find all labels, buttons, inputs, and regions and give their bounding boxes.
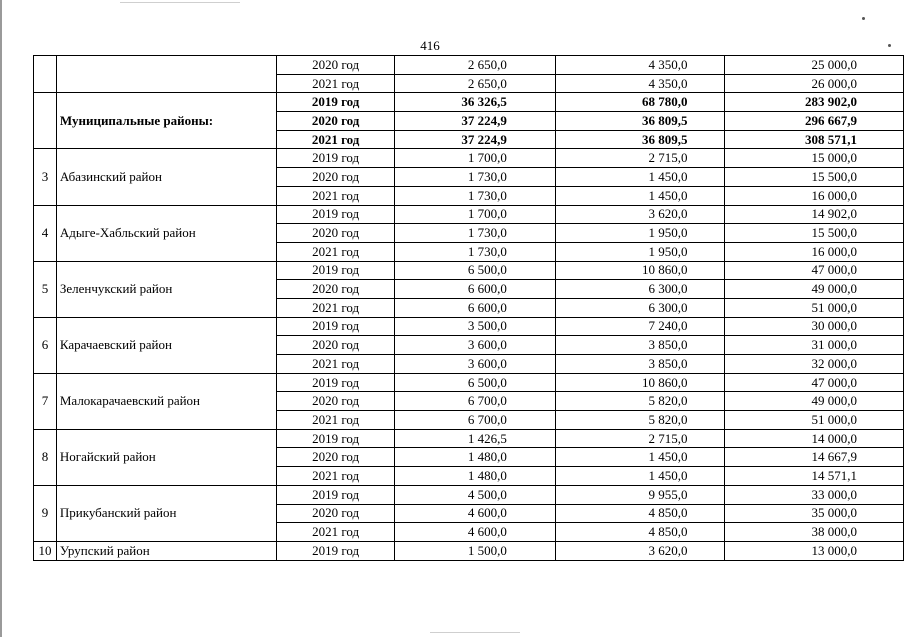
- year-cell: 2021 год: [277, 523, 394, 542]
- value-cell-1: 36 326,5: [394, 93, 555, 112]
- year-cell: 2021 год: [277, 74, 394, 93]
- year-cell: 2019 год: [277, 429, 394, 448]
- value-cell-3: 15 500,0: [724, 224, 903, 243]
- row-number: 9: [34, 485, 57, 541]
- value-cell-2: 1 950,0: [555, 242, 724, 261]
- district-name: Ногайский район: [56, 429, 277, 485]
- value-cell-2: 9 955,0: [555, 485, 724, 504]
- value-cell-1: 6 500,0: [394, 261, 555, 280]
- year-cell: 2020 год: [277, 448, 394, 467]
- scan-artifact-top: [120, 2, 240, 3]
- value-cell-2: 3 850,0: [555, 336, 724, 355]
- value-cell-2: 36 809,5: [555, 112, 724, 131]
- row-number: 10: [34, 541, 57, 560]
- row-number: 6: [34, 317, 57, 373]
- value-cell-2: 4 350,0: [555, 56, 724, 75]
- value-cell-3: 308 571,1: [724, 130, 903, 149]
- district-name: Карачаевский район: [56, 317, 277, 373]
- value-cell-2: 4 850,0: [555, 523, 724, 542]
- value-cell-1: 1 730,0: [394, 186, 555, 205]
- value-cell-2: 2 715,0: [555, 149, 724, 168]
- value-cell-1: 6 700,0: [394, 392, 555, 411]
- value-cell-1: 1 480,0: [394, 448, 555, 467]
- year-cell: 2021 год: [277, 467, 394, 486]
- value-cell-3: 47 000,0: [724, 261, 903, 280]
- value-cell-2: 36 809,5: [555, 130, 724, 149]
- row-number: [34, 93, 57, 149]
- year-cell: 2019 год: [277, 373, 394, 392]
- value-cell-3: 38 000,0: [724, 523, 903, 542]
- district-name: Абазинский район: [56, 149, 277, 205]
- table-row: [34, 485, 904, 504]
- value-cell-2: 7 240,0: [555, 317, 724, 336]
- value-cell-1: 2 650,0: [394, 74, 555, 93]
- table-row: [34, 429, 904, 448]
- table-row: [34, 541, 904, 560]
- value-cell-3: 32 000,0: [724, 355, 903, 374]
- value-cell-3: 31 000,0: [724, 336, 903, 355]
- scan-dot: [888, 44, 891, 47]
- value-cell-3: 47 000,0: [724, 373, 903, 392]
- year-cell: 2021 год: [277, 242, 394, 261]
- value-cell-1: 1 700,0: [394, 149, 555, 168]
- value-cell-1: 1 426,5: [394, 429, 555, 448]
- scan-edge-line: [0, 0, 2, 637]
- value-cell-3: 35 000,0: [724, 504, 903, 523]
- scan-dot: [862, 17, 865, 20]
- value-cell-3: 296 667,9: [724, 112, 903, 131]
- year-cell: 2020 год: [277, 336, 394, 355]
- value-cell-3: 14 571,1: [724, 467, 903, 486]
- table-row: [34, 149, 904, 168]
- value-cell-3: 14 000,0: [724, 429, 903, 448]
- district-name: [56, 56, 277, 93]
- value-cell-3: 30 000,0: [724, 317, 903, 336]
- table-row: [34, 93, 904, 112]
- district-name: Прикубанский район: [56, 485, 277, 541]
- value-cell-1: 37 224,9: [394, 130, 555, 149]
- year-cell: 2019 год: [277, 485, 394, 504]
- year-cell: 2019 год: [277, 149, 394, 168]
- value-cell-2: 3 620,0: [555, 205, 724, 224]
- value-cell-2: 1 450,0: [555, 448, 724, 467]
- value-cell-3: 14 667,9: [724, 448, 903, 467]
- scan-artifact-bottom: [430, 632, 520, 633]
- value-cell-1: 37 224,9: [394, 112, 555, 131]
- value-cell-3: 15 000,0: [724, 149, 903, 168]
- value-cell-3: 13 000,0: [724, 541, 903, 560]
- value-cell-2: 10 860,0: [555, 373, 724, 392]
- value-cell-2: 3 620,0: [555, 541, 724, 560]
- value-cell-2: 1 450,0: [555, 186, 724, 205]
- year-cell: 2019 год: [277, 261, 394, 280]
- year-cell: 2019 год: [277, 93, 394, 112]
- district-budget-table: [33, 55, 904, 561]
- value-cell-2: 1 450,0: [555, 467, 724, 486]
- value-cell-2: 3 850,0: [555, 355, 724, 374]
- row-number: [34, 56, 57, 93]
- year-cell: 2019 год: [277, 317, 394, 336]
- value-cell-1: 1 480,0: [394, 467, 555, 486]
- value-cell-3: 25 000,0: [724, 56, 903, 75]
- value-cell-1: 1 730,0: [394, 224, 555, 243]
- year-cell: 2020 год: [277, 112, 394, 131]
- value-cell-1: 3 600,0: [394, 336, 555, 355]
- value-cell-3: 15 500,0: [724, 168, 903, 187]
- table-row: [34, 317, 904, 336]
- value-cell-2: 1 450,0: [555, 168, 724, 187]
- table-body: [34, 56, 904, 561]
- value-cell-1: 6 700,0: [394, 411, 555, 430]
- year-cell: 2021 год: [277, 130, 394, 149]
- value-cell-2: 5 820,0: [555, 411, 724, 430]
- value-cell-1: 6 500,0: [394, 373, 555, 392]
- district-name: Урупский район: [56, 541, 277, 560]
- district-name: Адыге-Хабльский район: [56, 205, 277, 261]
- value-cell-1: 2 650,0: [394, 56, 555, 75]
- year-cell: 2021 год: [277, 355, 394, 374]
- value-cell-3: 26 000,0: [724, 74, 903, 93]
- row-number: 3: [34, 149, 57, 205]
- value-cell-1: 1 500,0: [394, 541, 555, 560]
- value-cell-3: 51 000,0: [724, 411, 903, 430]
- year-cell: 2020 год: [277, 168, 394, 187]
- year-cell: 2019 год: [277, 541, 394, 560]
- value-cell-1: 4 600,0: [394, 523, 555, 542]
- row-number: 8: [34, 429, 57, 485]
- value-cell-1: 1 730,0: [394, 242, 555, 261]
- value-cell-2: 6 300,0: [555, 298, 724, 317]
- year-cell: 2020 год: [277, 504, 394, 523]
- year-cell: 2020 год: [277, 56, 394, 75]
- value-cell-1: 6 600,0: [394, 298, 555, 317]
- value-cell-2: 68 780,0: [555, 93, 724, 112]
- value-cell-3: 49 000,0: [724, 392, 903, 411]
- district-name: Муниципальные районы:: [56, 93, 277, 149]
- year-cell: 2020 год: [277, 392, 394, 411]
- table-row: [34, 56, 904, 75]
- year-cell: 2019 год: [277, 205, 394, 224]
- value-cell-2: 6 300,0: [555, 280, 724, 299]
- district-name: Малокарачаевский район: [56, 373, 277, 429]
- value-cell-1: 1 730,0: [394, 168, 555, 187]
- value-cell-3: 33 000,0: [724, 485, 903, 504]
- value-cell-3: 16 000,0: [724, 242, 903, 261]
- district-name: Зеленчукский район: [56, 261, 277, 317]
- year-cell: 2021 год: [277, 186, 394, 205]
- value-cell-1: 3 600,0: [394, 355, 555, 374]
- value-cell-1: 6 600,0: [394, 280, 555, 299]
- value-cell-1: 4 600,0: [394, 504, 555, 523]
- row-number: 4: [34, 205, 57, 261]
- value-cell-3: 14 902,0: [724, 205, 903, 224]
- year-cell: 2020 год: [277, 224, 394, 243]
- row-number: 7: [34, 373, 57, 429]
- year-cell: 2021 год: [277, 411, 394, 430]
- value-cell-1: 1 700,0: [394, 205, 555, 224]
- value-cell-1: 4 500,0: [394, 485, 555, 504]
- value-cell-2: 4 350,0: [555, 74, 724, 93]
- value-cell-2: 4 850,0: [555, 504, 724, 523]
- value-cell-3: 16 000,0: [724, 186, 903, 205]
- page-number: 416: [420, 38, 440, 53]
- year-cell: 2020 год: [277, 280, 394, 299]
- table-row: [34, 373, 904, 392]
- table-row: [34, 261, 904, 280]
- value-cell-2: 10 860,0: [555, 261, 724, 280]
- value-cell-2: 5 820,0: [555, 392, 724, 411]
- value-cell-2: 2 715,0: [555, 429, 724, 448]
- value-cell-2: 1 950,0: [555, 224, 724, 243]
- table-row: [34, 205, 904, 224]
- value-cell-3: 51 000,0: [724, 298, 903, 317]
- year-cell: 2021 год: [277, 298, 394, 317]
- value-cell-3: 283 902,0: [724, 93, 903, 112]
- value-cell-1: 3 500,0: [394, 317, 555, 336]
- row-number: 5: [34, 261, 57, 317]
- value-cell-3: 49 000,0: [724, 280, 903, 299]
